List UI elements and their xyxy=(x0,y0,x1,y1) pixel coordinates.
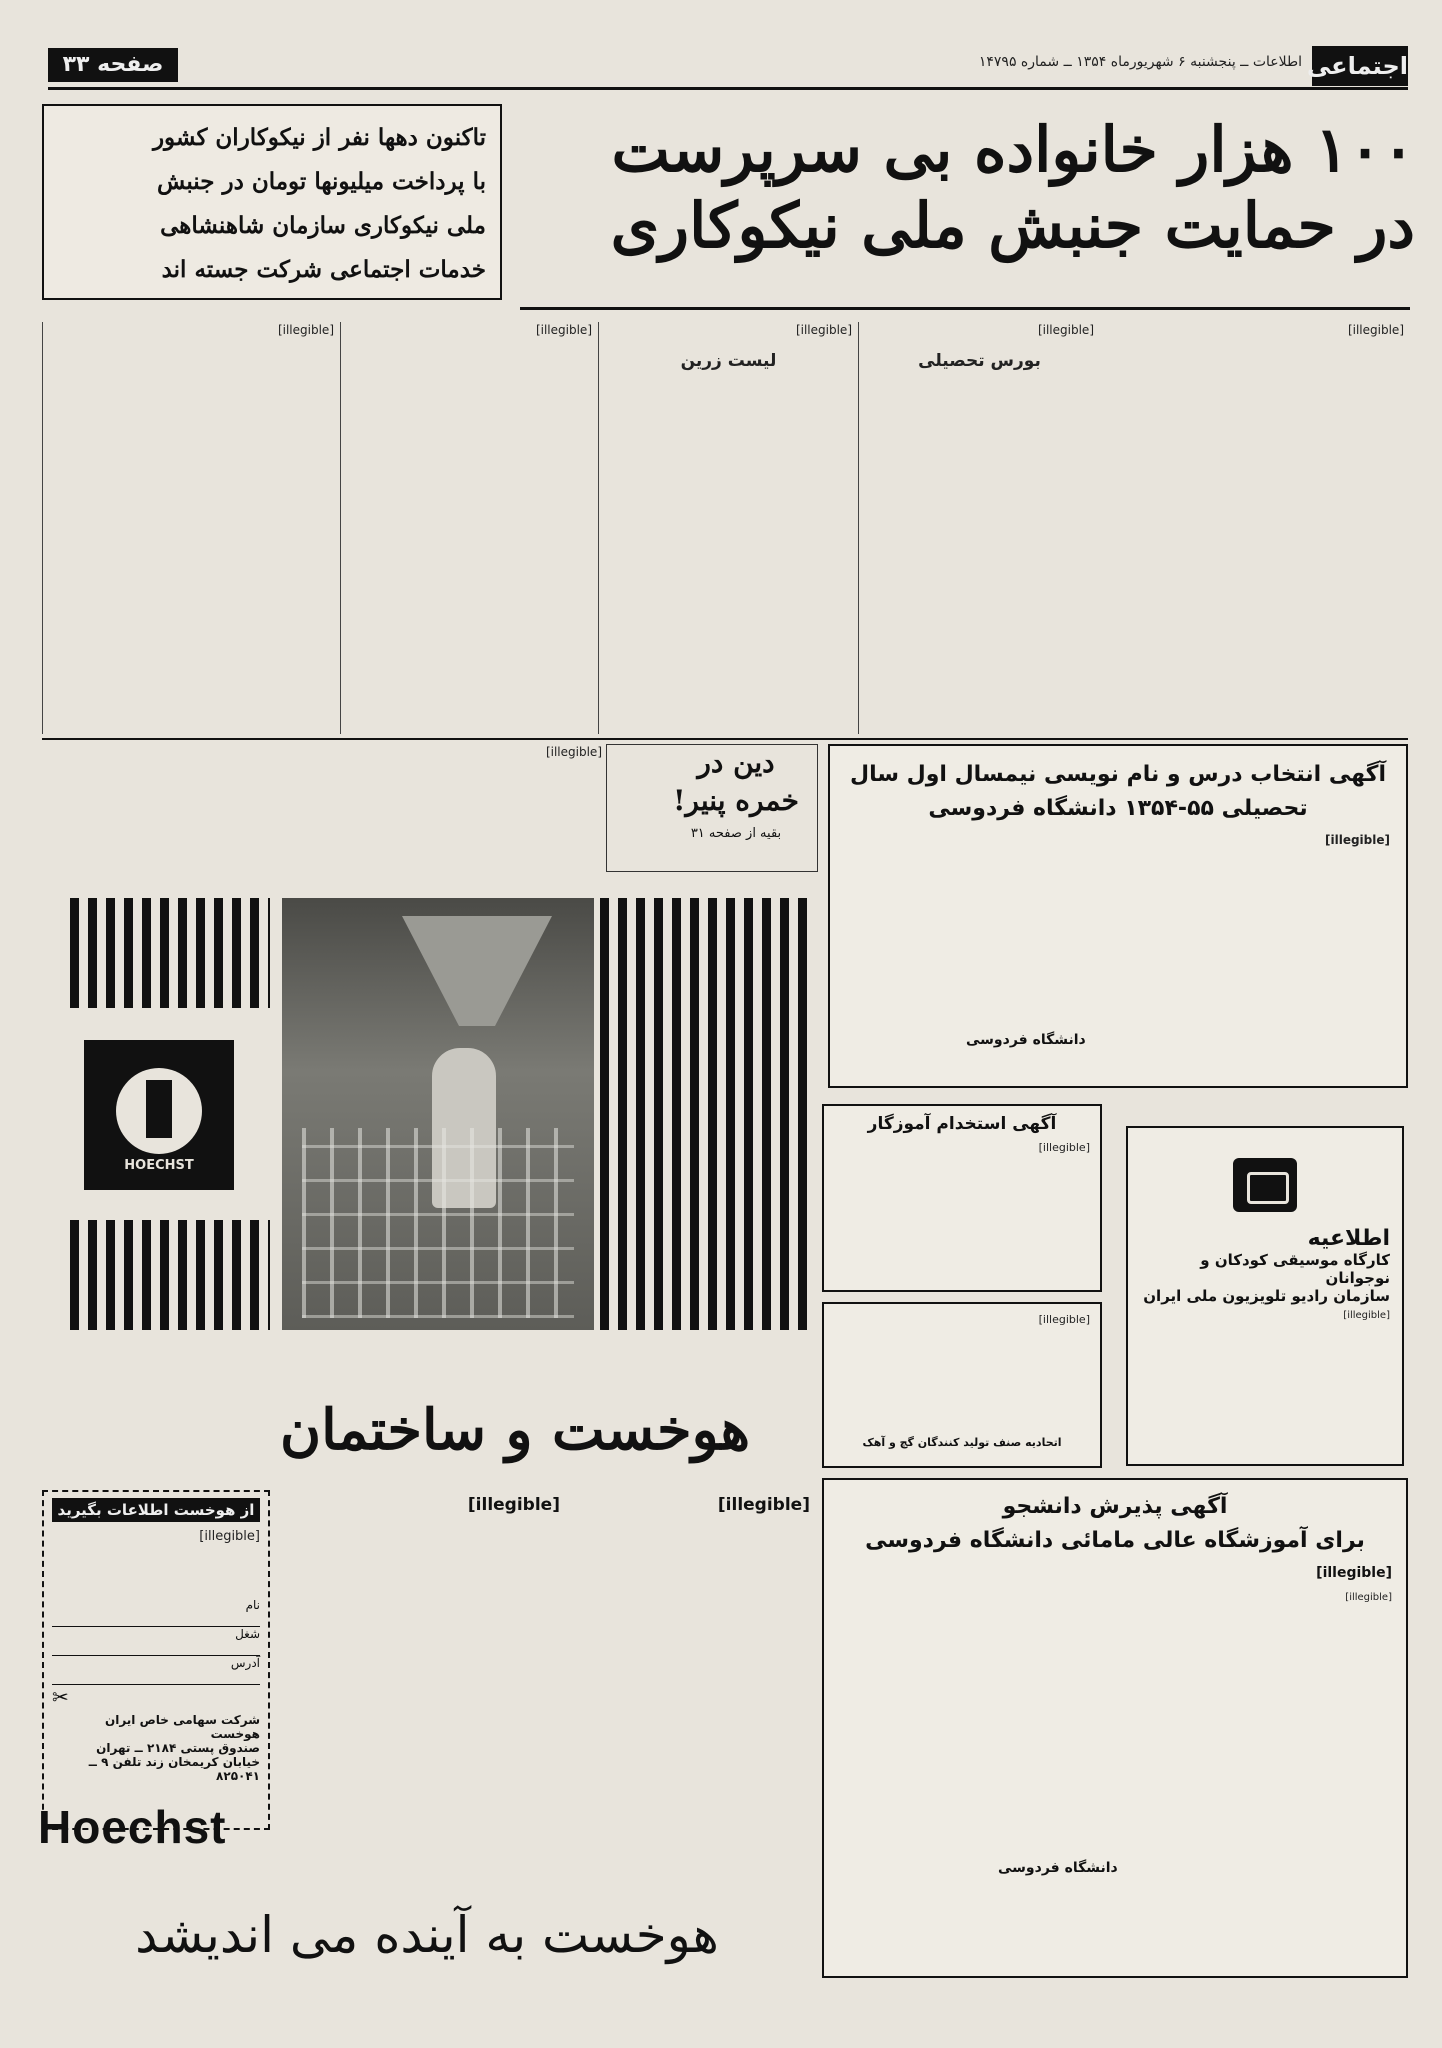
ferdowsi-registration-ad xyxy=(828,744,1408,1088)
religion-title-line2: خمره پنیر! xyxy=(673,784,799,817)
article-column-2: [illegible] بورس تحصیلی xyxy=(858,322,1094,734)
ferdowsi-ad-signature: دانشگاه فردوسی xyxy=(966,1032,1086,1048)
headline-rule xyxy=(520,307,1410,310)
hoechst-coupon xyxy=(42,1490,270,1830)
subhead-line4: خدمات اجتماعی شرکت جسته اند xyxy=(161,256,486,283)
coupon-name-label: نام xyxy=(245,1598,260,1612)
company-line3: خیابان کریمخان زند تلفن ۹ ــ ۸۲۵۰۴۱ xyxy=(88,1755,260,1783)
article-column-3: [illegible] لیست زرین xyxy=(598,322,852,734)
midwifery-lead: [illegible] xyxy=(1316,1565,1392,1581)
subhead-line2: با پرداخت میلیونها تومان در جنبش xyxy=(157,168,486,195)
dateline: اطلاعات ــ پنجشنبه ۶ شهریورماه ۱۳۵۴ ــ شماره ۱۴۷۹۵ xyxy=(978,54,1302,70)
hoechst-logo-box xyxy=(84,1040,234,1190)
hoechst-tower-icon xyxy=(146,1080,172,1138)
radio-tv-subtitle-1: کارگاه موسیقی کودکان و نوجوانان xyxy=(1200,1251,1390,1287)
teacher-ad-title: آگهی استخدام آموزگار xyxy=(867,1114,1057,1134)
scaffold-frame xyxy=(302,1128,574,1318)
headline-line2: در حمایت جنبش ملی نیکوکاری xyxy=(610,189,1415,262)
ferdowsi-ad-title-1: آگهی انتخاب درس و نام نویسی نیمسال اول سال xyxy=(849,762,1386,787)
ferdowsi-ad-body: [illegible] xyxy=(1325,833,1390,847)
midwifery-signature: دانشگاه فردوسی xyxy=(998,1860,1118,1876)
radio-tv-title: اطلاعیه xyxy=(1307,1226,1390,1251)
radio-tv-body: [illegible] xyxy=(1343,1310,1390,1321)
hoechst-logo-text: HOECHST xyxy=(124,1158,194,1173)
radio-tv-emblem xyxy=(1233,1158,1297,1212)
midwifery-subtitle: برای آموزشگاه عالی مامائی دانشگاه فردوسی xyxy=(865,1528,1365,1553)
gypsum-notice-signature: اتحادیه صنف تولید کنندگان گچ و آهک xyxy=(862,1436,1062,1449)
emblem-icon xyxy=(1247,1172,1289,1204)
coupon-name-field[interactable] xyxy=(52,1598,260,1627)
radio-tv-subtitle-2: سازمان رادیو تلویزیون ملی ایران xyxy=(1143,1287,1390,1305)
main-headline xyxy=(515,112,1415,264)
stripe-right xyxy=(600,898,810,1330)
hoechst-headline: هوخست و ساختمان xyxy=(279,1397,751,1463)
gypsum-notice xyxy=(822,1302,1102,1468)
teacher-ad-body: [illegible] xyxy=(1038,1141,1090,1154)
page-number-label: صفحه ۳۳ xyxy=(48,48,178,82)
radio-tv-notice xyxy=(1126,1126,1404,1466)
silo-shape xyxy=(402,916,552,1026)
subheading-golden-list: لیست زرین xyxy=(680,351,777,372)
coupon-address-label: آدرس xyxy=(230,1656,260,1670)
subhead-line3: ملی نیکوکاری سازمان شاهنشاهی xyxy=(160,212,486,239)
gypsum-notice-body: [illegible] xyxy=(1038,1313,1090,1326)
religion-continued: بقیه از صفحه ۳۱ xyxy=(690,826,782,841)
article-column-5: [illegible] xyxy=(42,322,334,734)
coupon-job-label: شغل xyxy=(235,1627,260,1641)
coupon-title: از هوخست اطلاعات بگیرید xyxy=(52,1498,260,1522)
coupon-address-field[interactable] xyxy=(52,1656,260,1685)
construction-photo xyxy=(282,898,594,1330)
ferdowsi-ad-title-2: تحصیلی ۵۵-۱۳۵۴ دانشگاه فردوسی xyxy=(928,796,1308,821)
midwifery-admission-ad xyxy=(822,1478,1408,1978)
subheading-scholarship: بورس تحصیلی xyxy=(918,351,1041,372)
section-label: اجتماعی xyxy=(1312,46,1408,86)
stripe-bottom-left xyxy=(70,1220,270,1330)
teacher-hiring-ad xyxy=(822,1104,1102,1292)
religion-box-frame xyxy=(606,744,818,872)
subhead-line1: تاکنون دهها نفر از نیکوکاران کشور xyxy=(152,124,486,151)
scissors-icon: ✂ xyxy=(52,1685,69,1709)
article-column-1: [illegible] xyxy=(1347,323,1404,337)
company-line1: شرکت سهامی خاص ایران هوخست xyxy=(104,1713,260,1741)
midwifery-title: آگهی پذیرش دانشجو xyxy=(1002,1494,1228,1519)
company-line2: صندوق پستی ۲۱۸۴ ــ تهران xyxy=(96,1741,260,1755)
religion-text: [illegible] xyxy=(545,745,602,759)
coupon-body: [illegible] xyxy=(199,1529,260,1544)
midwifery-body: [illegible] xyxy=(1345,1592,1392,1603)
stripe-top-left xyxy=(70,898,270,1008)
hoechst-slogan: هوخست به آینده می اندیشد xyxy=(135,1906,719,1964)
hoechst-body-right: [illegible] xyxy=(717,1495,810,1515)
article-bottom-rule xyxy=(42,738,1408,740)
coupon-job-field[interactable] xyxy=(52,1627,260,1656)
subhead-box xyxy=(42,104,502,300)
religion-title-line1: دین در xyxy=(697,746,775,779)
hoechst-body-left: [illegible] xyxy=(467,1495,560,1515)
article-column-4: [illegible] xyxy=(340,322,592,734)
headline-line1: ۱۰۰ هزار خانواده بی سرپرست xyxy=(611,113,1415,186)
hoechst-wordmark: Hoechst xyxy=(38,1801,227,1853)
